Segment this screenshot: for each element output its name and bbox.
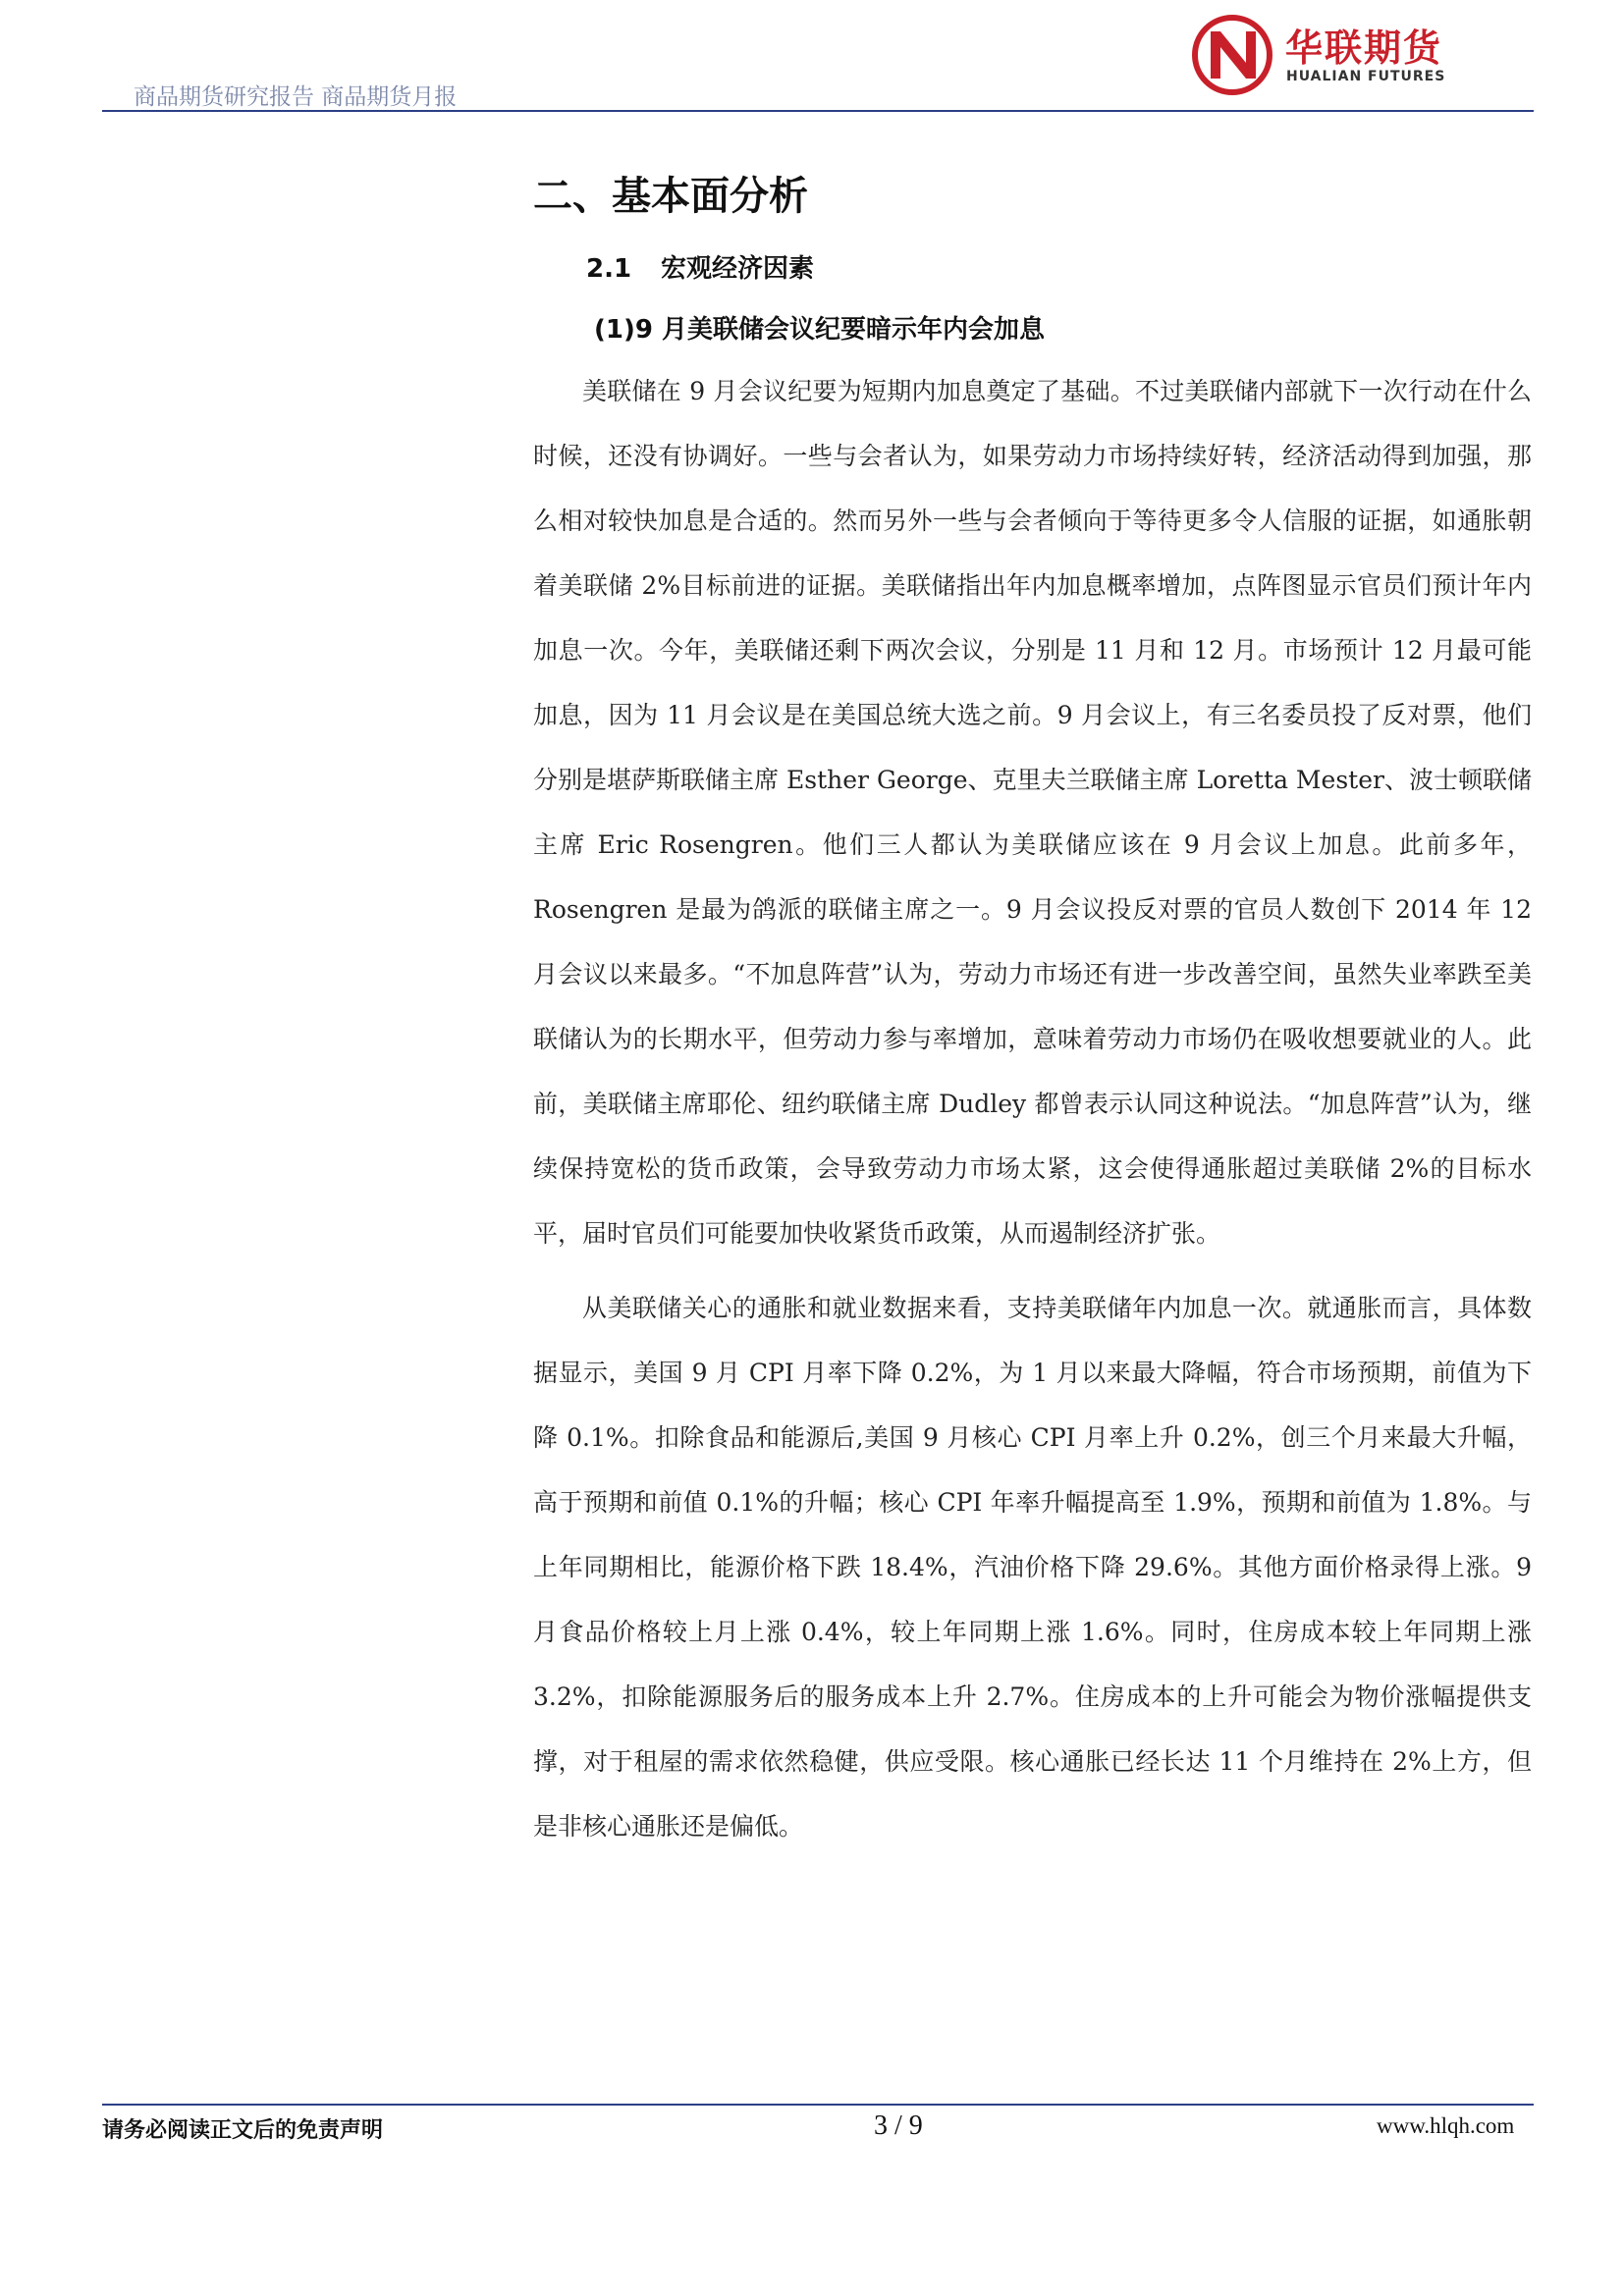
subsection-heading — [586, 249, 1532, 289]
main-content — [533, 161, 1532, 1859]
footer-disclaimer: 请务必阅读正文后的免责声明 — [102, 2118, 384, 2143]
section-title: 二、基本面分析 — [533, 174, 808, 219]
body-paragraph: 从美联储关心的通胀和就业数据来看，支持美联储年内加息一次。就通胀而言，具体数据显示，美国 9 月 CPI 月率下降 0.2%，为 1 月以来最大降幅，符合市场预期，前值为下降 0.1%。扣除食品和能源后,美国 9 月核心 CPI 月率上升 0.2%，创三个月来最大升幅，高于预期和前值 0.1%的升幅；核心 CPI 年率升幅提高至 1.9%，预期和前值为 1.8%。与上年同期相比，能源价格下跌 18.4%，汽油价格下降 29.6%。其他方面价格录得上涨。9 月食品价格较上月上涨 0.4%，较上年同期上涨 1.6%。同时，住房成本较上年同期上涨 3.2%，扣除能源服务后的服务成本上升 2.7%。住房成本的上升可能会为物价涨幅提供支撑，对于租屋的需求依然稳健，供应受限。核心通胀已经长达 11 个月维持在 2%上方，但是非核心通胀还是偏低。 — [533, 1294, 1532, 1841]
page-number: 3 / 9 — [874, 2110, 923, 2141]
footer-divider — [102, 2104, 1534, 2106]
logo-name-cn: 华联期货 — [1285, 27, 1443, 70]
report-type-label: 商品期货研究报告 商品期货月报 — [134, 84, 458, 110]
subsection-title: 宏观经济因素 — [661, 254, 815, 284]
logo-name-en: HUALIAN FUTURES — [1286, 69, 1446, 84]
subsection-number: 2.1 — [586, 254, 632, 284]
body-paragraph: 美联储在 9 月会议纪要为短期内加息奠定了基础。不过美联储内部就下一次行动在什么时候，还没有协调好。一些与会者认为，如果劳动力市场持续好转，经济活动得到加强，那么相对较快加息是合适的。然而另外一些与会者倾向于等待更多令人信服的证据，如通胀朝着美联储 2%目标前进的证据。美联储指出年内加息概率增加，点阵图显示官员们预计年内加息一次。今年，美联储还剩下两次会议，分别是 11 月和 12 月。市场预计 12 月最可能加息，因为 11 月会议是在美国总统大选之前。9 月会议上，有三名委员投了反对票，他们分别是堪萨斯联储主席 Esther George、克里夫兰联储主席 Loretta Mester、波士顿联储主席 Eric Rosengren。他们三人都认为美联储应该在 9 月会议上加息。此前多年，Rosengren 是最为鸽派的联储主席之一。9 月会议投反对票的官员人数创下 2014 年 12 月会议以来最多。“不加息阵营”认为，劳动力市场还有进一步改善空间，虽然失业率跌至美联储认为的长期水平，但劳动力参与率增加，意味着劳动力市场仍在吸收想要就业的人。此前，美联储主席耶伦、纽约联储主席 Dudley 都曾表示认同这种说法。“加息阵营”认为，继续保持宽松的货币政策，会导致劳动力市场太紧，这会使得通胀超过美联储 2%的目标水平，届时官员们可能要加快收紧货币政策，从而遏制经济扩张。 — [533, 377, 1532, 1248]
header-divider — [102, 110, 1534, 112]
company-logo — [1191, 14, 1446, 100]
hualian-logo-icon — [1191, 14, 1273, 96]
point-title: (1)9 月美联储会议纪要暗示年内会加息 — [594, 315, 1045, 345]
footer-website: www.hlqh.com — [1377, 2113, 1515, 2138]
